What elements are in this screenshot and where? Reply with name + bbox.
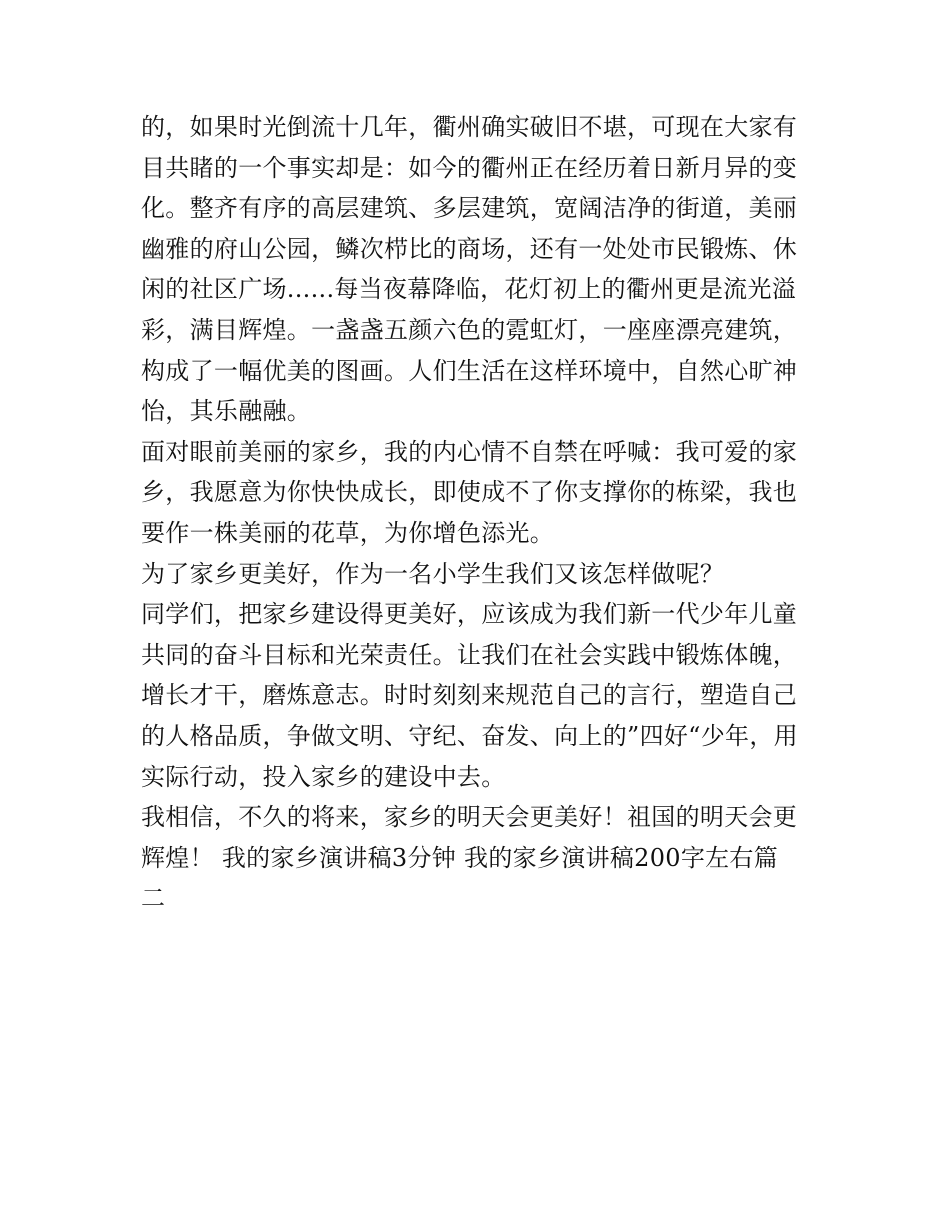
paragraph-2: [141, 432, 813, 554]
paragraph-3: [141, 554, 813, 595]
text-line: 共同的奋斗目标和光荣责任。让我们在社会实践中锻炼体魄，: [141, 640, 798, 669]
text-line: 目共睹的一个事实却是：如今的衢州正在经历着日新月异的变: [141, 153, 798, 182]
text-line: 乡，我愿意为你快快成长，即使成不了你支撑你的栋梁，我也: [141, 478, 798, 507]
paragraph-1: [141, 107, 813, 432]
text-line: 为了家乡更美好，作为一名小学生我们又该怎样做呢？: [141, 559, 725, 588]
text-line: 辉煌！ 我的家乡演讲稿3分钟 我的家乡演讲稿200字左右篇: [141, 843, 779, 872]
text-line: 彩，满目辉煌。一盏盏五颜六色的霓虹灯，一座座漂亮建筑，: [141, 315, 798, 344]
text-line: 二: [141, 884, 166, 913]
text-line: 我相信，不久的将来，家乡的明天会更美好！祖国的明天会更: [141, 803, 798, 832]
text-line: 面对眼前美丽的家乡，我的内心情不自禁在呼喊：我可爱的家: [141, 437, 798, 466]
document-body: [141, 107, 813, 919]
text-line: 化。整齐有序的高层建筑、多层建筑，宽阔洁净的街道，美丽: [141, 194, 798, 223]
text-line: 实际行动，投入家乡的建设中去。: [141, 762, 506, 791]
text-line: 构成了一幅优美的图画。人们生活在这样环境中，自然心旷神: [141, 356, 798, 385]
text-line: 幽雅的府山公园，鳞次栉比的商场，还有一处处市民锻炼、休: [141, 234, 798, 263]
text-line: 闲的社区广场......每当夜幕降临，花灯初上的衢州更是流光溢: [141, 275, 797, 304]
text-line: 增长才干，磨炼意志。时时刻刻来规范自己的言行，塑造自己: [141, 681, 798, 710]
text-line: 的，如果时光倒流十几年，衢州确实破旧不堪，可现在大家有: [141, 113, 798, 141]
paragraph-4: [141, 594, 813, 797]
paragraph-5: [141, 797, 813, 919]
text-line: 要作一株美丽的花草，为你增色添光。: [141, 518, 555, 547]
text-line: 同学们，把家乡建设得更美好，应该成为我们新一代少年儿童: [141, 600, 798, 629]
text-line: 的人格品质，争做文明、守纪、奋发、向上的”四好“少年，用: [141, 721, 798, 750]
text-line: 怡，其乐融融。: [141, 397, 312, 426]
